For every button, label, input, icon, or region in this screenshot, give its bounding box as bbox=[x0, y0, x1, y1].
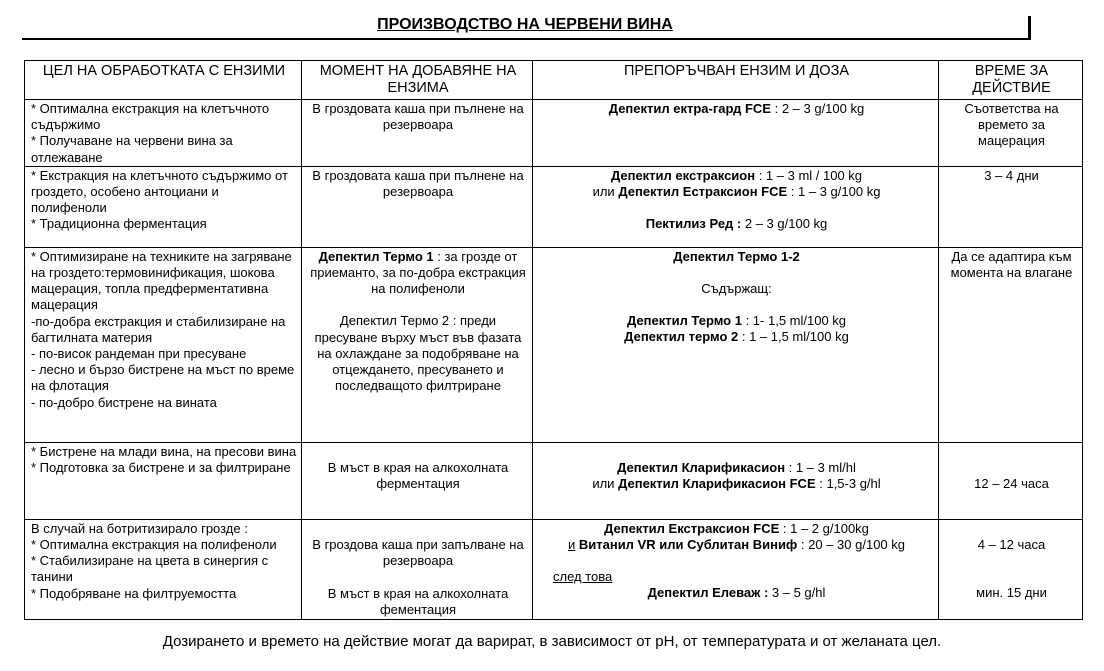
purpose-line: * Оптимална екстракция на полифеноли bbox=[31, 537, 277, 553]
enzyme-line bbox=[539, 168, 934, 184]
moment-cell bbox=[302, 100, 533, 167]
purpose-line: * Бистрене на млади вина, на пресови вина bbox=[31, 443, 297, 459]
time-line: 12 – 24 часа bbox=[974, 475, 1049, 491]
enzyme-dose: 2 – 3 g/100 kg bbox=[741, 216, 828, 232]
enzyme-line bbox=[539, 537, 934, 553]
table-header-row bbox=[25, 61, 1083, 100]
purpose-cell bbox=[25, 166, 302, 247]
enzyme-prefix: и bbox=[567, 537, 576, 553]
enzyme-prefix: или bbox=[592, 476, 619, 492]
moment-cell bbox=[302, 247, 533, 442]
time-line: Съответства на времето за мацерация bbox=[964, 101, 1059, 149]
time-cell bbox=[939, 100, 1083, 167]
enzyme-sequence-note: след това bbox=[553, 569, 613, 585]
enzyme-name: Депектил Термо 1 bbox=[626, 313, 742, 329]
enzyme-name: Депектил ектра-гард FCE bbox=[608, 101, 771, 116]
page-title: ПРОИЗВОДСТВО НА ЧЕРВЕНИ ВИНА bbox=[377, 16, 673, 33]
enzyme-table bbox=[24, 60, 1083, 620]
enzyme-dose: : 1 – 2 g/100kg bbox=[779, 520, 869, 536]
enzyme-note: Съдържащ: bbox=[701, 281, 772, 297]
moment-line: В мъст в края на алкохолната ферментация bbox=[327, 459, 509, 492]
time-line: 3 – 4 дни bbox=[984, 167, 1039, 183]
table-row bbox=[25, 519, 1083, 619]
purpose-line: * Оптимизиране на техниките на загряване на гроздето:термовинификация, шокова мацерация, топла предферментативна мацерация bbox=[31, 248, 292, 313]
enzyme-name: Депектил екстраксион bbox=[610, 167, 756, 183]
enzyme-cell bbox=[533, 519, 939, 619]
table-row bbox=[25, 247, 1083, 442]
enzyme-line bbox=[539, 476, 934, 492]
enzyme-line bbox=[539, 521, 934, 537]
enzyme-cell bbox=[533, 100, 939, 167]
purpose-cell bbox=[25, 100, 302, 167]
table-row bbox=[25, 442, 1083, 519]
purpose-line: * Получаване на червени вина за отлежаване bbox=[31, 133, 233, 165]
time-line: мин. 15 дни bbox=[976, 585, 1047, 601]
purpose-cell bbox=[25, 247, 302, 442]
purpose-line: * Подготовка за бистрене и за филтриране bbox=[31, 460, 291, 476]
enzyme-line bbox=[539, 569, 934, 585]
enzyme-name: Пектилиз Ред : bbox=[645, 216, 742, 232]
enzyme-dose: 3 – 5 g/hl bbox=[768, 585, 826, 601]
time-cell bbox=[939, 247, 1083, 442]
enzyme-dose: : 1 – 1,5 ml/100 kg bbox=[738, 329, 849, 345]
enzyme-name: Витанил VR или Сублитан Виниф bbox=[575, 537, 798, 553]
purpose-line: * Екстракция на клетъчното съдържимо от гроздето, особено антоциани и полифеноли bbox=[31, 167, 288, 216]
enzyme-dose: : 1- 1,5 ml/100 kg bbox=[741, 313, 847, 329]
spacer bbox=[539, 200, 934, 216]
enzyme-dose: : 20 – 30 g/100 kg bbox=[797, 537, 906, 553]
table-row bbox=[25, 166, 1083, 247]
purpose-cell bbox=[25, 519, 302, 619]
time-cell bbox=[939, 442, 1083, 519]
enzyme-name: Депектил Термо 1-2 bbox=[673, 248, 800, 264]
spacer bbox=[539, 297, 934, 313]
purpose-line: * Оптимална екстракция на клетъчното съдържимо bbox=[31, 101, 270, 133]
enzyme-line bbox=[539, 329, 934, 345]
title-frame bbox=[22, 16, 1031, 40]
enzyme-line bbox=[539, 216, 934, 232]
enzyme-cell bbox=[533, 166, 939, 247]
header-enzyme: ПРЕПОРЪЧВАН ЕНЗИМ И ДОЗА bbox=[533, 61, 939, 100]
table-row bbox=[25, 100, 1083, 167]
moment-cell bbox=[302, 442, 533, 519]
moment-enzyme-name: Депектил Термо 1 bbox=[318, 248, 434, 264]
moment-line: В мъст в края на алкохолната фементация bbox=[327, 586, 509, 618]
enzyme-name: Депектил Елеваж : bbox=[647, 585, 769, 601]
enzyme-line bbox=[539, 585, 934, 601]
header-purpose: ЦЕЛ НА ОБРАБОТКАТА С ЕНЗИМИ bbox=[25, 61, 302, 100]
enzyme-name: Депектил термо 2 bbox=[624, 329, 739, 345]
purpose-line: * Традиционна ферментация bbox=[31, 216, 207, 232]
moment-cell bbox=[302, 166, 533, 247]
purpose-cell bbox=[25, 442, 302, 519]
time-line: Да се адаптира към момента на влагане bbox=[950, 248, 1073, 281]
enzyme-line bbox=[539, 184, 934, 200]
moment-line: В гроздовата каша при пълнене на резервоара bbox=[312, 101, 524, 133]
purpose-line: * Стабилизиране на цвета в синергия с танини bbox=[31, 553, 269, 585]
enzyme-name: Депектил Естраксион FCE bbox=[618, 184, 788, 200]
enzyme-dose: : 1 – 3 g/100 kg bbox=[787, 184, 881, 200]
enzyme-prefix: или bbox=[592, 184, 619, 200]
purpose-line: - лесно и бързо бистрене на мъст по време на флотация bbox=[31, 362, 295, 394]
moment-line bbox=[308, 249, 528, 298]
time-cell bbox=[939, 166, 1083, 247]
purpose-line: * Подобряване на филтруемостта bbox=[31, 585, 237, 601]
purpose-line: - по-добро бистрене на вината bbox=[31, 394, 217, 410]
footer-note: Дозирането и времето на действие могат да варират, в зависимост от рН, от температурата и от желаната цел. bbox=[162, 633, 942, 650]
spacer bbox=[308, 297, 528, 313]
enzyme-name: Депектил Кларификасион bbox=[617, 459, 786, 475]
enzyme-line bbox=[539, 101, 934, 117]
purpose-line: - по-висок рандеман при пресуване bbox=[31, 346, 247, 362]
purpose-line: В случай на ботритизирало грозде : bbox=[31, 520, 248, 536]
enzyme-dose: : 2 – 3 g/100 kg bbox=[770, 101, 865, 116]
enzyme-cell bbox=[533, 247, 939, 442]
time-cell bbox=[939, 519, 1083, 619]
enzyme-line bbox=[539, 460, 934, 476]
moment-text: : за грозде от приеманто, за по-добра екстракция на полифеноли bbox=[310, 248, 526, 297]
enzyme-name: Депектил Екстраксион FCE bbox=[604, 520, 780, 536]
moment-line: В гроздова каша при запълване на резервоара bbox=[312, 536, 524, 569]
enzyme-cell bbox=[533, 442, 939, 519]
enzyme-dose: : 1,5-3 g/hl bbox=[815, 476, 881, 492]
enzyme-dose: : 1 – 3 ml/hl bbox=[785, 459, 856, 475]
time-line: 4 – 12 часа bbox=[977, 536, 1046, 552]
spacer bbox=[539, 265, 934, 281]
moment-line: Депектил Термо 2 : преди пресуване върху мъст във фазата на охлаждане за подобряване на отцеждането, пресуването и последващото филтриране bbox=[314, 313, 522, 394]
enzyme-dose: : 1 – 3 ml / 100 kg bbox=[755, 167, 863, 183]
enzyme-name: Депектил Кларификасион FCE bbox=[618, 476, 816, 492]
moment-cell bbox=[302, 519, 533, 619]
header-moment: МОМЕНТ НА ДОБАВЯНЕ НА ЕНЗИМА bbox=[302, 61, 533, 100]
spacer bbox=[539, 553, 934, 569]
header-time: ВРЕМЕ ЗА ДЕЙСТВИЕ bbox=[939, 61, 1083, 100]
purpose-line: -по-добра екстракция и стабилизиране на багтилната материя bbox=[31, 313, 286, 345]
moment-line: В гроздовата каша при пълнене на резервоара bbox=[312, 167, 524, 200]
enzyme-line bbox=[539, 313, 934, 329]
